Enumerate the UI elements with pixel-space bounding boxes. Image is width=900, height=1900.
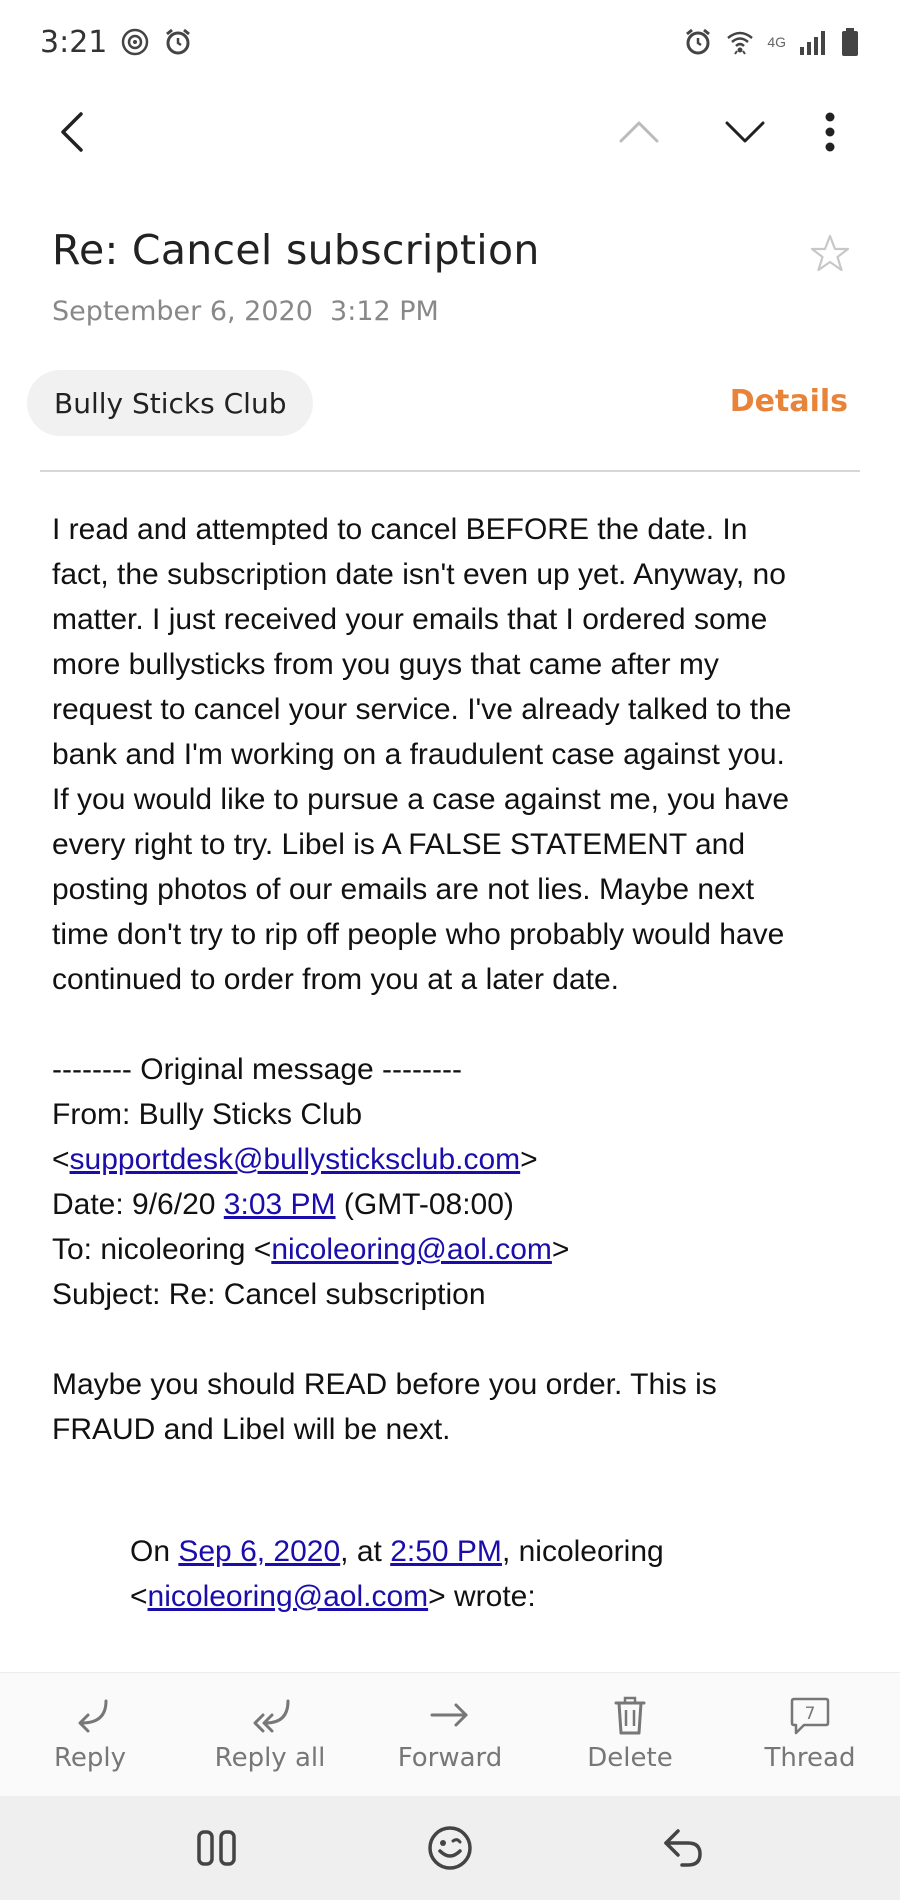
- subject-line: Subject: Re: Cancel subscription: [52, 1278, 486, 1311]
- email-body: [52, 507, 872, 1619]
- delete-button[interactable]: [540, 1673, 720, 1796]
- reply-all-button[interactable]: [180, 1673, 360, 1796]
- network-type-label: 4G: [767, 34, 786, 50]
- status-right: [683, 27, 860, 57]
- body-line: time don't try to rip off people who probably would have: [52, 918, 785, 951]
- date-timezone: (GMT-08:00): [335, 1188, 514, 1221]
- status-time: 3:21: [40, 24, 108, 60]
- system-back-icon: [658, 1823, 708, 1873]
- signal-icon: [798, 29, 828, 55]
- quoted-line: FRAUD and Libel will be next.: [52, 1413, 451, 1446]
- on-email-prefix: <: [130, 1580, 148, 1613]
- recents-icon: [195, 1826, 239, 1870]
- body-line: more bullysticks from you guys that came after my: [52, 648, 719, 681]
- spacer: [52, 1317, 872, 1362]
- on-wrote-line: [52, 1529, 872, 1574]
- to-email-link[interactable]: nicoleoring@aol.com: [271, 1233, 552, 1266]
- star-button[interactable]: [808, 232, 852, 276]
- more-vertical-icon: [824, 112, 836, 152]
- body-line: request to cancel your service. I've already talked to the: [52, 693, 792, 726]
- to-line: [52, 1227, 872, 1272]
- alarm-icon: [683, 27, 713, 57]
- on-email-line: [52, 1574, 872, 1619]
- trash-icon: [608, 1693, 652, 1737]
- spacer: [52, 1452, 872, 1529]
- reply-label: Reply: [53, 1743, 126, 1773]
- system-back-button[interactable]: [643, 1808, 723, 1888]
- on-at: , at: [340, 1535, 391, 1568]
- alarm-icon: [163, 27, 193, 57]
- body-line: fact, the subscription date isn't even up yet. Anyway, no: [52, 558, 786, 591]
- from-email-link[interactable]: supportdesk@bullysticksclub.com: [69, 1143, 521, 1176]
- bottom-action-bar: [0, 1672, 900, 1796]
- battery-icon: [840, 27, 860, 57]
- original-message-header: -------- Original message --------: [52, 1053, 462, 1086]
- next-email-button[interactable]: [718, 106, 772, 158]
- sender-chip[interactable]: Bully Sticks Club: [27, 370, 313, 436]
- date-line: [52, 1182, 872, 1227]
- forward-icon: [428, 1693, 472, 1737]
- back-button[interactable]: [48, 106, 96, 158]
- forward-button[interactable]: [360, 1673, 540, 1796]
- from-email-suffix: >: [520, 1143, 538, 1176]
- date-label: Date: 9/6/20: [52, 1188, 224, 1221]
- from-email-prefix: <: [52, 1143, 70, 1176]
- body-line: continued to order from you at a later date.: [52, 963, 619, 996]
- status-left: [40, 25, 193, 60]
- reply-all-label: Reply all: [214, 1743, 326, 1773]
- chevron-down-icon: [723, 119, 767, 145]
- system-nav-bar: [0, 1796, 900, 1900]
- date-time-link[interactable]: 3:03 PM: [223, 1188, 336, 1221]
- top-app-bar: [0, 90, 900, 174]
- email-date: September 6, 2020 3:12 PM: [52, 296, 439, 327]
- reply-button[interactable]: [0, 1673, 180, 1796]
- thread-icon: [788, 1693, 832, 1737]
- body-line: every right to try. Libel is A FALSE STATEMENT and: [52, 828, 746, 861]
- reply-icon: [68, 1693, 112, 1737]
- reply-all-icon: [246, 1693, 294, 1737]
- header-divider: [40, 470, 860, 472]
- more-options-button[interactable]: [810, 106, 850, 158]
- wifi-icon: [725, 27, 755, 57]
- from-line: From: Bully Sticks Club: [52, 1098, 363, 1131]
- on-wrote: > wrote:: [428, 1580, 536, 1613]
- previous-email-button[interactable]: [612, 106, 666, 158]
- body-line: bank and I'm working on a fraudulent case against you.: [52, 738, 785, 771]
- body-line: matter. I just received your emails that I ordered some: [52, 603, 768, 636]
- email-subject: Re: Cancel subscription: [52, 226, 540, 274]
- chevron-left-icon: [57, 110, 87, 154]
- thread-label: Thread: [764, 1743, 856, 1773]
- on-date-link[interactable]: Sep 6, 2020: [178, 1535, 341, 1568]
- body-line: If you would like to pursue a case against me, you have: [52, 783, 790, 816]
- from-email-line: [52, 1137, 872, 1182]
- on-time-link[interactable]: 2:50 PM: [390, 1535, 502, 1568]
- thread-button[interactable]: [720, 1673, 900, 1796]
- bixby-home-icon: [425, 1823, 475, 1873]
- body-line: posting photos of our emails are not lies. Maybe next: [52, 873, 755, 906]
- recents-button[interactable]: [177, 1808, 257, 1888]
- status-bar: [0, 0, 900, 84]
- thread-count: 7: [804, 1704, 816, 1724]
- details-link[interactable]: Details: [729, 384, 848, 419]
- star-icon: [808, 232, 852, 276]
- to-suffix: >: [551, 1233, 570, 1266]
- on-prefix: On: [130, 1535, 179, 1568]
- body-line: I read and attempted to cancel BEFORE the date. In: [52, 513, 748, 546]
- chevron-up-icon: [617, 119, 661, 145]
- quoted-line: Maybe you should READ before you order. This is: [52, 1368, 717, 1401]
- on-email-link[interactable]: nicoleoring@aol.com: [147, 1580, 429, 1613]
- spacer: [52, 1002, 872, 1047]
- data-saver-icon: [119, 26, 151, 58]
- to-label: To: nicoleoring <: [52, 1233, 272, 1266]
- delete-label: Delete: [587, 1743, 673, 1773]
- forward-label: Forward: [397, 1743, 503, 1773]
- home-button[interactable]: [410, 1808, 490, 1888]
- on-name: , nicoleoring: [501, 1535, 664, 1568]
